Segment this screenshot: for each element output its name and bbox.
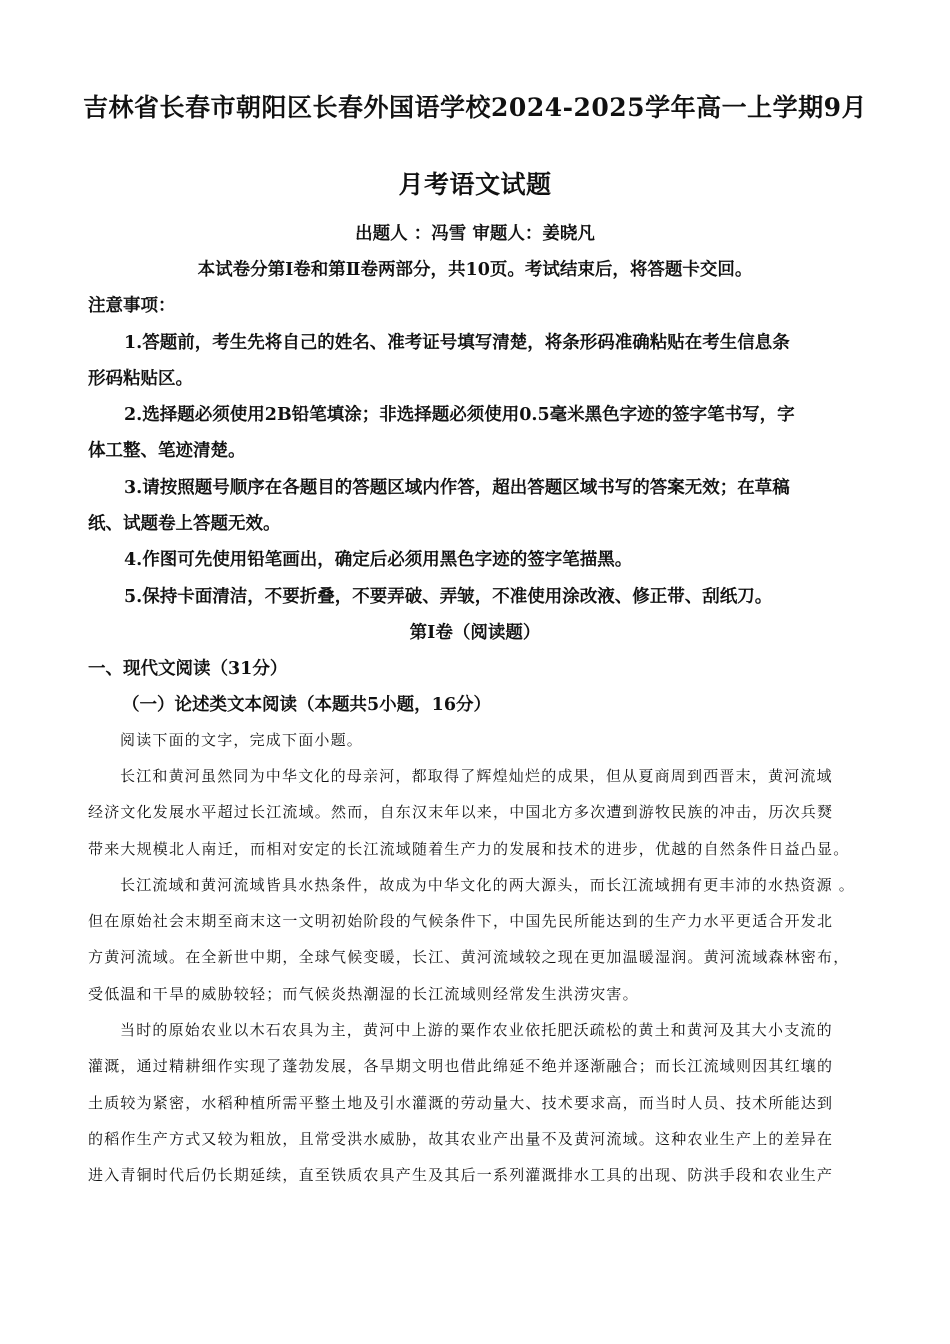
- notice-heading: 注意事项：: [88, 296, 176, 316]
- author-line: 出题人 ：冯雪 审题人：姜晓凡: [355, 224, 595, 244]
- passage-line: 长江和黄河虽然同为中华文化的母亲河，都取得了辉煌灿烂的成果，但从夏商周到西晋末，黄河流域: [120, 767, 833, 785]
- passage-line: 土质较为紧密，水稻种植所需平整土地及引水灌溉的劳动量大、技术要求高，而当时人员、技术所能达到: [88, 1094, 834, 1112]
- notice-item-3-line1: 3.请按照题号顺序在各题目的答题区域内作答，超出答题区域书写的答案无效；在草稿: [124, 478, 790, 498]
- notice-item-2-line2: 体工整、笔迹清楚。: [88, 441, 246, 461]
- exam-title-line1: 吉林省长春市朝阳区长春外国语学校2024-2025学年高一上学期9月: [83, 93, 867, 122]
- notice-item-2-line1: 2.选择题必须使用2B铅笔填涂；非选择题必须使用0.5毫米黑色字迹的签字笔书写，字: [124, 405, 795, 425]
- passage-line: 的稻作生产方式又较为粗放，且常受洪水威胁，故其农业产出量不及黄河流域。这种农业生产上的差异在: [88, 1130, 834, 1148]
- passage-line: 长江流域和黄河流域皆具水热条件，故成为中华文化的两大源头，而长江流域拥有更丰沛的水热资源 。: [120, 876, 855, 894]
- section-heading: 一、现代文阅读（31分）: [88, 659, 288, 679]
- notice-item-1-line1: 1.答题前，考生先将自己的姓名、准考证号填写清楚，将条形码准确粘贴在考生信息条: [124, 333, 790, 353]
- passage-line: 当时的原始农业以木石农具为主，黄河中上游的粟作农业依托肥沃疏松的黄土和黄河及其大小支流的: [120, 1021, 833, 1039]
- passage-line: 但在原始社会末期至商末这一文明初始阶段的气候条件下，中国先民所能达到的生产力水平更适合开发北: [88, 912, 834, 930]
- volume-title: 第Ⅰ卷（阅读题）: [409, 623, 541, 643]
- notice-item-1-line2: 形码粘贴区。: [88, 369, 193, 389]
- notice-item-3-line2: 纸、试题卷上答题无效。: [88, 514, 281, 534]
- instruction-text: 阅读下面的文字，完成下面小题。: [120, 731, 364, 749]
- exam-title-line2: 月考语文试题: [398, 170, 552, 199]
- passage-line: 带来大规模北人南迁，而相对安定的长江流域随着生产力的发展和技术的进步，优越的自然条件日益凸显。: [88, 840, 850, 858]
- passage-line: 方黄河流域。在全新世中期，全球气候变暖，长江、黄河流域较之现在更加温暖湿润。黄河流域森林密布，: [88, 948, 850, 966]
- passage-line: 经济文化发展水平超过长江流域。然而，自东汉末年以来，中国北方多次遭到游牧民族的冲击，历次兵燹: [88, 803, 834, 821]
- intro-line: 本试卷分第Ⅰ卷和第Ⅱ卷两部分，共10页。考试结束后，将答题卡交回。: [197, 260, 753, 280]
- passage-line: 受低温和干旱的威胁较轻；而气候炎热潮湿的长江流域则经常发生洪涝灾害。: [88, 985, 639, 1003]
- passage-line: 进入青铜时代后仍长期延续，直至铁质农具产生及其后一系列灌溉排水工具的出现、防洪手段和农业生产: [88, 1166, 834, 1184]
- passage-line: 灌溉，通过精耕细作实现了蓬勃发展，各旱期文明也借此绵延不绝并逐渐融合；而长江流域则因其红壤的: [88, 1057, 834, 1075]
- sub-section-heading: （一）论述类文本阅读（本题共5小题，16分）: [122, 695, 492, 715]
- notice-item-4: 4.作图可先使用铅笔画出，确定后必须用黑色字迹的签字笔描黑。: [124, 550, 633, 570]
- notice-item-5: 5.保持卡面清洁，不要折叠，不要弄破、弄皱，不准使用涂改液、修正带、刮纸刀。: [124, 587, 773, 607]
